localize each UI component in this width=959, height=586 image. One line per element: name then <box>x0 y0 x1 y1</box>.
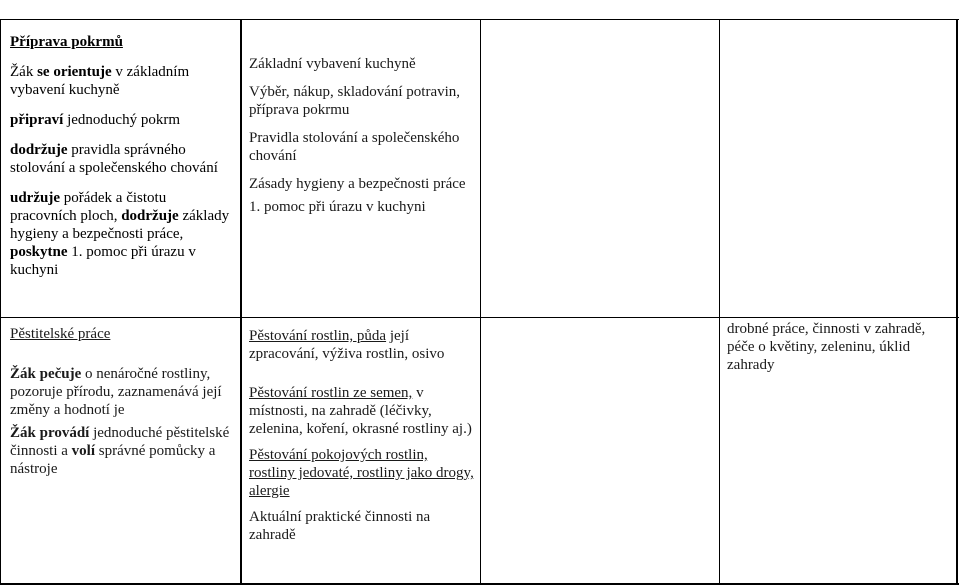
content-kitchen-equipment: Základní vybavení kuchyně <box>249 56 416 72</box>
column-divider-2 <box>480 19 481 585</box>
notes-garden-work: drobné práce, činnosti v zahradě, péče o květiny, zeleninu, úklid zahrady <box>727 321 926 373</box>
food-preparation-heading: Příprava pokrmů <box>10 34 123 50</box>
outcome-growing-activities: Žák provádí jednoduché pěstitelské činnosti a volí správné pomůcky a nástroje <box>10 425 230 477</box>
growing-notes-cell <box>727 320 952 374</box>
table-border-left <box>0 19 1 585</box>
content-practical-activities: Aktuální praktické činnosti na zahradě <box>249 509 431 543</box>
growing-heading: Pěstitelské práce <box>10 326 111 342</box>
column-divider-3 <box>719 19 720 585</box>
content-seed-growing: Pěstování rostlin ze semen, v místnosti, na zahradě (léčivky, zelenina, koření, okrasné rostliny aj.) <box>249 385 472 437</box>
growing-outcomes-cell <box>10 325 232 478</box>
content-table-rules: Pravidla stolování a společenského chování <box>249 130 460 164</box>
column-divider-1 <box>240 19 242 585</box>
content-food-purchase: Výběr, nákup, skladování potravin, příprava pokrmu <box>249 84 461 118</box>
content-soil: Pěstování rostlin, půda její zpracování, výživa rostlin, osivo <box>249 328 445 362</box>
growing-content-cell <box>249 327 474 544</box>
content-house-plants: Pěstování pokojových rostlin, rostliny jedovaté, rostliny jako drogy, alergie <box>249 447 474 499</box>
outcome-hygiene-safety: udržuje pořádek a čistotu pracovních ploch, dodržuje základy hygieny a bezpečnosti práce, poskytne 1. pomoc při úrazu v kuchyni <box>10 190 230 278</box>
food-preparation-content-cell <box>249 55 474 216</box>
content-first-aid: 1. pomoc při úrazu v kuchyni <box>249 199 426 215</box>
outcome-cooking: připraví jednoduchý pokrm <box>10 112 180 128</box>
content-hygiene-rules: Zásady hygieny a bezpečnosti práce <box>249 176 466 192</box>
table-border-right <box>956 19 958 585</box>
outcome-plant-care: Žák pečuje o nenáročné rostliny, pozoruje přírodu, zaznamenává její změny a hodnotí je <box>10 366 222 418</box>
outcome-table-manners: dodržuje pravidla správného stolování a společenského chování <box>10 142 218 176</box>
outcome-orientation: Žák se orientuje v základním vybavení kuchyně <box>10 64 190 98</box>
food-preparation-outcomes-cell <box>10 33 232 279</box>
